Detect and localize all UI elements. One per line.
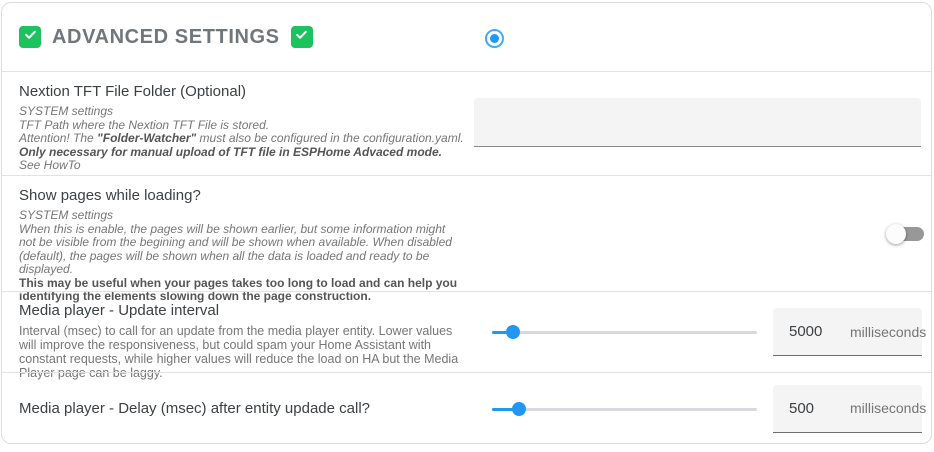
update-interval-value-input[interactable]	[789, 323, 835, 340]
show-pages-description: When this is enable, the pages will be shown earlier, but some information might not be visible from the begining and will be shown when available. When disabled (default), the pages will be shown when all the data is loaded and ready to be displayed.	[19, 221, 452, 276]
update-interval-unit: milliseconds	[850, 323, 927, 340]
radio-dot	[490, 34, 499, 43]
see-howto-link[interactable]: See HowTo	[19, 158, 81, 172]
slider-track[interactable]	[492, 331, 757, 334]
tft-folder-title: Nextion TFT File Folder (Optional)	[19, 83, 247, 100]
delay-title: Media player - Delay (msec) after entity updade call?	[19, 400, 370, 417]
delay-value-input[interactable]	[789, 400, 835, 417]
checkmark-icon	[294, 27, 309, 47]
tft-folder-attention-line: Attention! The "Folder-Watcher" must also be configured in the configuration.yaml.	[19, 131, 464, 145]
advanced-settings-card	[1, 2, 932, 444]
selected-radio-button[interactable]	[485, 29, 504, 48]
section-tft-folder	[2, 71, 931, 175]
checkmark-icon	[23, 27, 38, 47]
advanced-settings-checkbox-left[interactable]	[19, 26, 41, 48]
show-pages-toggle[interactable]	[886, 224, 924, 244]
delay-unit: milliseconds	[850, 400, 927, 416]
delay-slider[interactable]	[492, 402, 757, 416]
slider-thumb[interactable]	[506, 325, 520, 339]
page-title: ADVANCED SETTINGS	[52, 25, 280, 48]
update-interval-value-box	[773, 308, 927, 356]
update-interval-title: Media player - Update interval	[19, 302, 220, 319]
tft-folder-only-line: Only necessary for manual upload of TFT file in ESPHome Advaced mode.	[19, 144, 442, 159]
show-pages-title: Show pages while loading?	[19, 187, 201, 204]
update-interval-description: Interval (msec) to call for an update from the media player entity. Lower values will improve the responsiveness, but could spam your Home Assistant with constant requests, while higher values will reduce the load on HA but the Media Player page can be laggy.	[19, 324, 459, 380]
section-delay-after-update	[2, 372, 931, 444]
tft-folder-system-settings: SYSTEM settings	[19, 104, 114, 118]
show-pages-bold-note: This may be useful when your pages takes too long to load and can help you identifying the elements slowing down the page construction.	[19, 275, 458, 303]
update-interval-slider[interactable]	[492, 325, 757, 339]
slider-track[interactable]	[492, 408, 757, 411]
tft-folder-path-line: TFT Path where the Nextion TFT File is stored.	[19, 117, 270, 132]
tft-folder-input[interactable]	[474, 98, 921, 147]
advanced-settings-checkbox-right[interactable]	[291, 26, 313, 48]
delay-value-box	[773, 385, 927, 433]
section-update-interval	[2, 291, 931, 380]
toggle-thumb[interactable]	[886, 224, 906, 244]
header	[2, 3, 931, 71]
show-pages-system-settings: SYSTEM settings	[19, 208, 114, 222]
slider-thumb[interactable]	[512, 402, 526, 416]
section-show-pages	[2, 175, 931, 303]
